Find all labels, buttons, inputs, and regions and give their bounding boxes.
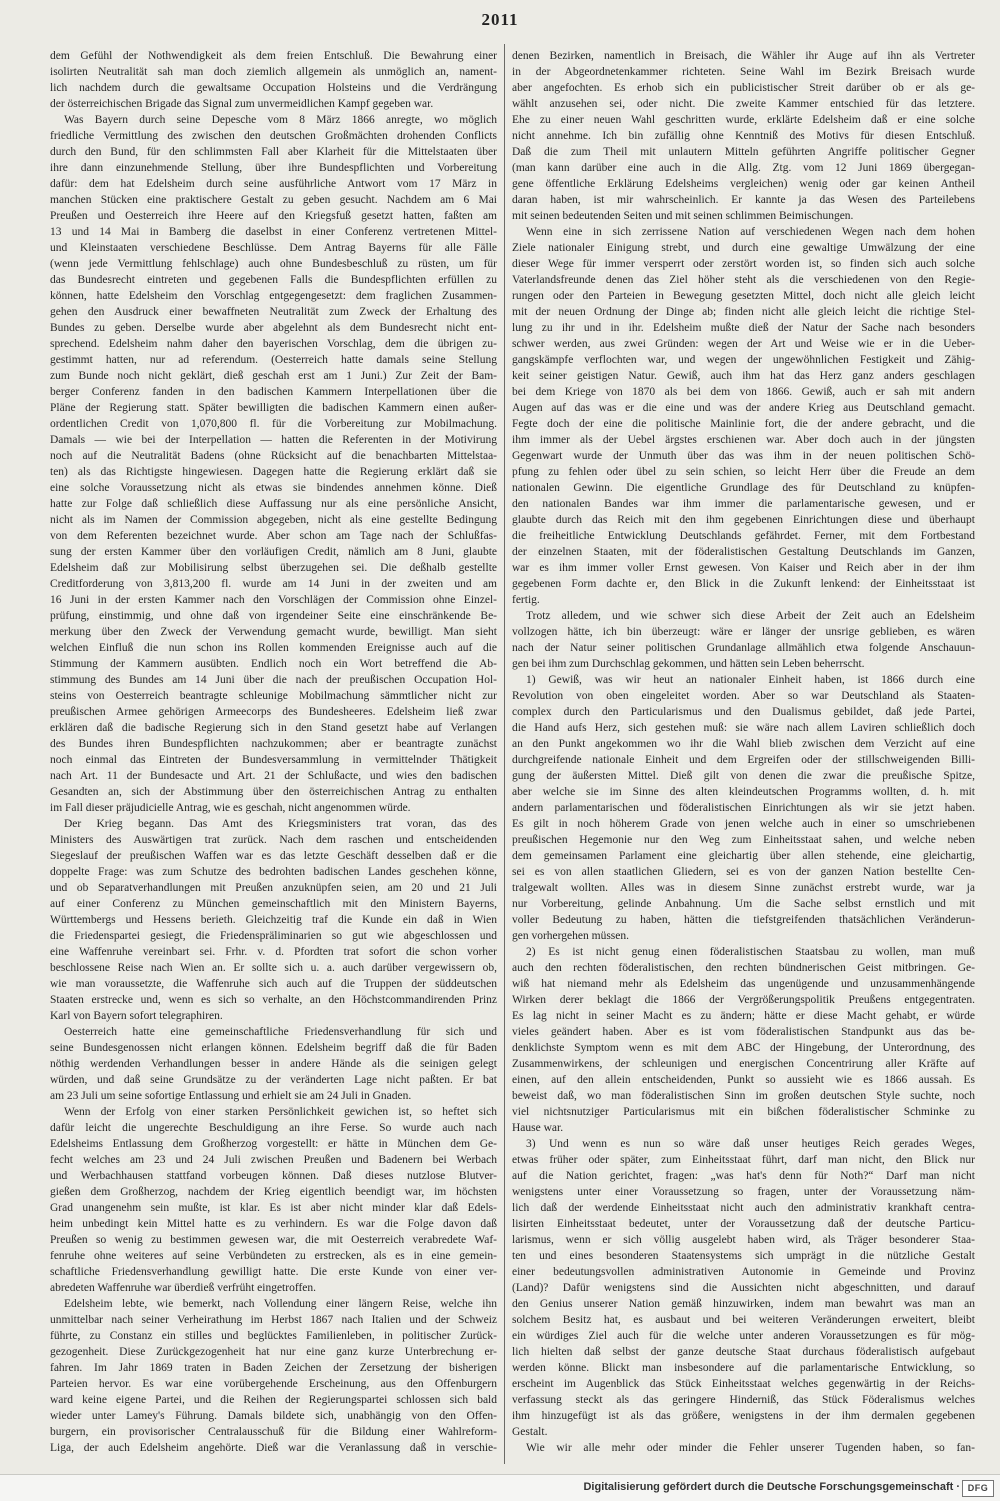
text-line: daran haben, ist mir wahrscheinlich. Er kannte ja das Wesen des Parteilebens <box>512 194 975 206</box>
text-line: ihre dann einzunehmende Stellung, über ihre Bundespflichten und Vorbereitung <box>50 162 497 174</box>
text-line: tralgewalt wollten. Alles was in diesem Sinne zunächst erstrebt wurde, war ja <box>512 882 975 894</box>
text-line: preußischen Hegemonie nur den Weg zum Einheitsstaat sahen, und welche neben <box>512 834 975 846</box>
paragraph <box>512 1136 975 1440</box>
text-line: eine solche Voraussetzung nicht als etwas sie bindendes annehmen könne. Dieß <box>50 482 497 494</box>
text-column-right <box>512 48 975 1456</box>
text-line: fenruhe ohne weiteres auf seine Verbündeten zu erstrecken, als es in eine gemein- <box>50 1250 497 1262</box>
text-line: und ob Separatverhandlungen mit Preußen anzuknüpfen seien, am 20 und 21 Juli <box>50 882 497 894</box>
text-line: Grad unangenehm sein mußte, ist klar. Es ist aber nicht minder klar daß Edels- <box>50 1202 497 1214</box>
text-line: wenigstens unter einer Voraussetzung so fragen, unter der Voraussetzung näm- <box>512 1186 975 1198</box>
text-line: Es gilt in noch höherem Grade von jenen welche auch in einer so umschriebenen <box>512 818 975 830</box>
text-line: beschlossene Reise nach Wien an. Er sollte sich u. a. auch darüber vergewissern ob, <box>50 962 497 974</box>
text-line: nicht annehme. Ich bin zufällig ohne Kenntniß des Motivs für diesen Entschluß. <box>512 130 975 142</box>
text-line: der einzelnen Staaten, mit der föderalistischen Gestaltung Deutschlands im Ganzen, <box>512 546 975 558</box>
text-line: einen, auf den allein entscheidenden, Punkt so aussieht wie es 1866 aussah. Es <box>512 1074 975 1086</box>
paragraph <box>512 48 975 224</box>
text-line: eine Waffenruhe vereinbart sei. Frhr. v. d. Pfordten trat sofort die schon vorher <box>50 946 497 958</box>
text-line: 1) Gewiß, was wir heut an nationaler Einheit haben, ist 1866 durch eine <box>526 674 975 686</box>
text-line: wieder unter Lamey's Führung. Damals bildete sich, unabhängig von den Offen- <box>50 1410 497 1422</box>
text-line: heim unbedingt kein Mittel hatte es zu verhindern. Es war die Folge davon daß <box>50 1218 497 1230</box>
text-line: dafür leicht die ungerechte Beschuldigung an ihre Ferse. So wurde auch nach <box>50 1122 497 1134</box>
paragraph <box>50 112 497 816</box>
text-line: einer bedeutungsvollen administrativen Autonomie in Gemeinde und Provinz <box>512 1266 975 1278</box>
text-line: lung zu ihr und in ihr. Edelsheim mußte dieß der Natur der Sache nach besonders <box>512 322 975 334</box>
text-line: ihm hinzugefügt ist als das größere, wenigstens in der ihm dermalen gegebenen <box>512 1410 975 1422</box>
text-line: Pläne der Regierung statt. Später bewilligten die badischen Kammern einen außer- <box>50 402 497 414</box>
text-line: ihm immer als der Uebel ärgstes erschienen war. Aber doch auch in der jüngsten <box>512 434 975 446</box>
text-line: ordentlichen Credit von 1,070,800 fl. für die Vorbereitung zur Mobilmachung. <box>50 418 497 430</box>
text-line: mit der neuen Ordnung der Dinge ab; finden nicht alle gleich leicht die richtige Stel- <box>512 306 975 318</box>
text-line: Hause war. <box>512 1122 564 1134</box>
text-line: führte, zu Constanz ein stilles und beglücktes Familienleben, in politischer Zurück- <box>50 1330 497 1342</box>
text-line: Edelsheim lebte, wie bemerkt, nach Vollendung einer längern Reise, welche ihn <box>64 1298 497 1310</box>
text-line: wie man voraussetzte, die Waffenruhe sich auch auf die Truppen der süddeutschen <box>50 978 497 990</box>
text-line: fecht welches am 23 und 24 Juli zwischen Preußen und Badenern bei Werbach <box>50 1154 497 1166</box>
text-line: der österreichischen Brigade das Signal zum unvermeidlichen Kampf gegeben war. <box>50 98 434 110</box>
text-line: Gegenwart wurde der Unmuth über das was ihm in der neuen politischen Schö- <box>512 450 975 462</box>
text-line: erklären daß die badische Regierung sich in den Stand gesetzt habe auf Verlangen <box>50 722 497 734</box>
text-line: denen Bezirken, namentlich in Breisach, die Wähler ihr Auge auf ihn als Vertreter <box>512 50 975 62</box>
text-line: verfassung steckt als das geringere Hinderniß, das Stück Föderalismus welches <box>512 1394 975 1406</box>
text-line: war es ihm immer voller Ernst gewesen. Von Kaiser und Reich aber in der ihm <box>512 562 975 574</box>
text-line: doppelte Frage: was zum Schutze des bedrohten badischen Landes geschehen könne, <box>50 866 497 878</box>
text-line: die freiheitliche Entwicklung Deutschlands gefährdet. Ferner, mit dem Fortbestand <box>512 530 975 542</box>
dfg-logo: DFG <box>962 1480 994 1497</box>
text-line: nöthig werdenden Verhandlungen besser in andere Hände als die seinigen gelegt <box>50 1058 497 1070</box>
text-line: Der Krieg begann. Das Amt des Kriegsministers trat voran, das des <box>64 818 497 830</box>
text-line: (Land)? Dafür wenigstens sind die Aussichten nicht abgeschnitten, und darauf <box>512 1282 975 1294</box>
text-line: auf die Nation gerichtet, fragen: „was hat's denn für Noth?“ Darf man nicht <box>512 1170 975 1182</box>
text-line: manchen Stücken eine praktischere Gestalt zu geben gesucht. Nachdem am 6 Mai <box>50 194 497 206</box>
text-line: stimmung des Bundes am 14 Juni über die nach der preußischen Occupation Hol- <box>50 674 497 686</box>
text-line: Es lag nicht in seiner Macht es zu ändern; hätte er diese Macht gehabt, er würde <box>512 1010 975 1022</box>
text-line: nicht als im Namen der Commission abgegeben, nicht als eine gestellte Bedingung <box>50 514 497 526</box>
text-line: andern parlamentarischen und föderalistischen Einrichtungen als wir sie jetzt haben. <box>512 802 975 814</box>
text-line: Gestalt. <box>512 1426 548 1438</box>
text-line: an den Punkt angekommen wo ihr die Wahl blieb zwischen dem Verzicht auf eine <box>512 738 975 750</box>
text-line: Preußen so wenig zu bestimmen gewesen war, die mit Oesterreich verabredete Waf- <box>50 1234 497 1246</box>
paragraph <box>512 608 975 672</box>
text-line: dafür: dem hat Edelsheim durch seine ausführliche Antwort vom 17 März in <box>50 178 497 190</box>
text-line: in der Abgeordnetenkammer richteten. Seine Wahl im Bezirk Breisach wurde <box>512 66 975 78</box>
text-line: Bundes zu geben. Derselbe wurde aber abgelehnt als dem Bundesrecht nicht ent- <box>50 322 497 334</box>
text-line: mit seinen bedeutenden Seiten und mit seinen schlimmen Beimischungen. <box>512 210 854 222</box>
text-line: Revolution von oben eingeleitet worden. Aber so war Deutschland als Staaten- <box>512 690 975 702</box>
text-line: Liga, der auch Edelsheim angehörte. Dieß war die Veranlassung daß in verschie- <box>50 1442 497 1454</box>
text-line: lich hielten daß selbst der ganze deutsche Staat durchaus föderalistisch aufgebaut <box>512 1346 975 1358</box>
text-line: keit seiner geistigen Natur. Gewiß, auch ihm hat das Herz ganz anders geschlagen <box>512 370 975 382</box>
text-line: lich daß der werdende Einheitsstaat nicht auch den administrativ krankhaft centra- <box>512 1202 975 1214</box>
paragraph <box>50 1024 497 1104</box>
text-line: Zusammenwirkens, der schleunigen und energischen Concentrirung aller Kräfte auf <box>512 1058 975 1070</box>
text-line: Ministers des Auswärtigen trat zurück. Nach dem raschen und entscheidenden <box>50 834 497 846</box>
text-line: Ziele nationaler Einigung strebt, und durch eine gewaltige Umwälzung der eine <box>512 242 975 254</box>
text-line: sung der ersten Kammer über den vorläufigen Credit, nämlich am 8 Juni, glaubte <box>50 546 497 558</box>
text-line: glaubte durch das Reich mit den ihm gegebenen Einrichtungen diese und überhaupt <box>512 514 975 526</box>
text-line: gen vorhergehen müssen. <box>512 930 629 942</box>
text-line: welchen Einfluß die nun schon ins Rollen kommenden Ereignisse auch auf die <box>50 642 497 654</box>
text-line: prüfung, einstimmig, und ohne daß von irgendeiner Seite eine einschränkende Be- <box>50 610 497 622</box>
text-line: zum Bunde noch nicht geklärt, dieß geschah erst am 1 Juni.) Zur Zeit der Bam- <box>50 370 497 382</box>
text-line: burgern, ein provisorischer Centralausschuß für die Bildung einer Wahlreform- <box>50 1426 497 1438</box>
text-line: Gesandten an, sich der Abstimmung über den österreichischen Antrag zu enthalten <box>50 786 497 798</box>
text-line: nach der Natur seiner politischen Grundanlage allmählich etwa folgende Anschauun- <box>512 642 975 654</box>
footer-credit: Digitalisierung gefördert durch die Deutsche Forschungsgemeinschaft · <box>583 1481 960 1493</box>
text-line: dem gemeinsamen Parlament eine gleichartig über allen stehende, eine gleichartig, <box>512 850 975 862</box>
text-line: (man kann darüber eine auch in die Allg. Ztg. vom 12 Juni 1869 übergegan- <box>512 162 975 174</box>
paragraph <box>50 1104 497 1296</box>
text-line: 13 und 14 Mai in Bamberg die daselbst in einer Conferenz vertretenen Mittel- <box>50 226 497 238</box>
text-line: noch einmal das Eintreten der Bundesversammlung in vermittelnder Thätigkeit <box>50 754 497 766</box>
text-line: von dem Referenten bezeichnet wurde. Aber schon am Tage nach der Schlußfas- <box>50 530 497 542</box>
text-line: schaftliche Friedensverhandlung gewilligt hatte. Die erste Kunde von einer ver- <box>50 1266 497 1278</box>
text-line: Edelsheim daß zur Mobilisirung selbst überzugehen sei. Die deßhalb gestellte <box>50 562 497 574</box>
text-line: im Fall dieser präjudicielle Antrag, wie es geschah, nicht angenommen würde. <box>50 802 411 814</box>
text-line: Preußen und Oesterreich ihre Heere auf den Kriegsfuß gesetzt hatten, faßten am <box>50 210 497 222</box>
text-line: Wie wir alle mehr oder minder die Fehler unserer Tugenden haben, so fan- <box>526 1442 975 1454</box>
text-line: etwas früher oder später, zum Einheitsstaat führt, darf man nicht, den Blick nur <box>512 1154 975 1166</box>
text-line: friedliche Vermittlung des zwischen den deutschen Großmächten drohenden Conflicts <box>50 130 497 142</box>
text-line: Damals — wie bei der Interpellation — hatten die Referenten in der Motivirung <box>50 434 497 446</box>
text-line: wählt anzusehen sei, oder nicht. Die zweite Kammer entschied für das letztere. <box>512 98 975 110</box>
text-line: 3) Und wenn es nun so wäre daß unser heutiges Reich gerades Weges, <box>526 1138 975 1150</box>
text-line: durchgreifende nationale Einheit und dem Ergreifen oder der stillschweigenden Billi- <box>512 754 975 766</box>
text-line: Vaterlandsfreunde denen das Ziel höher steht als die verschiedenen von den Regie- <box>512 274 975 286</box>
text-line: gangskämpfe verflochten war, und wegen der ungewöhnlichen Festigkeit und Zähig- <box>512 354 975 366</box>
paragraph <box>50 48 497 112</box>
text-line: Karl von Bayern sofort telegraphiren. <box>50 1010 223 1022</box>
text-line: aber welche sie im Sinne des alten kleindeutschen Programms wollten, d. h. mit <box>512 786 975 798</box>
paragraph <box>512 944 975 1136</box>
text-line: gegebenen Form dachte er, den Blick in die Zukunft lenkend: der Einheitsstaat ist <box>512 578 975 590</box>
text-line: vieles geändert haben. Aber es ist vom föderalistischen Standpunkt aus das be- <box>512 1026 975 1038</box>
text-line: rungen oder den Parteien in Bewegung gesetzten Mittel, doch nicht alle gleich leicht <box>512 290 975 302</box>
text-line: können, hatte Edelsheim den Vorschlag entgegengesetzt: dem fraglichen Zusammen- <box>50 290 497 302</box>
text-line: berger Conferenz fanden in den badischen Kammern Interpellationen über die <box>50 386 497 398</box>
text-line: preußischen Armee gehörigen Armeecorps des Bundesheeres. Edelsheim ließ zwar <box>50 706 497 718</box>
paragraph <box>50 1296 497 1456</box>
text-line: fertig. <box>512 594 540 606</box>
text-line: voller Bedeutung zu haben, hätten die tiefstgreifenden thatsächlichen Veränderun- <box>512 914 975 926</box>
text-line: abredeten Waffenruhe war überdieß verfrüht eingetroffen. <box>50 1282 317 1294</box>
text-line: gezogenheit. Diese Zurückgezogenheit hat nur eine ganz kurze Unterbrechung er- <box>50 1346 497 1358</box>
text-line: dieser Wege für immer versperrt oder zerstört worden ist, so finden sich auch solche <box>512 258 975 270</box>
text-line: (wenn jede Vermittlung fehlschlage) auch ohne Bundesbeschluß zu rüsten, um für <box>50 258 497 270</box>
text-line: Stimmung der Kammern ausübten. Endlich noch ein Wort betreffend die Ab- <box>50 658 497 670</box>
text-line: ten) als das Richtigste hingewiesen. Dagegen hatte die Regierung erklärt daß sie <box>50 466 497 478</box>
text-line: den nationalen Bandes war ihm immer die parlamentarische gewesen, und er <box>512 498 975 510</box>
text-line: seine Bundesgenossen nicht erlangen können. Edelsheim begriff daß die für Baden <box>50 1042 497 1054</box>
text-line: gene öffentliche Erklärung Edelsheims vergleichen) wenig oder gar keinen Antheil <box>512 178 975 190</box>
text-line: nationalen Gewinn. Die eigentliche Grundlage des für Deutschland zu knüpfen- <box>512 482 975 494</box>
text-line: die Hand aufs Herz, sich gestehen muß: sie wäre nach allem Laviren schließlich doch <box>512 722 975 734</box>
column-divider <box>504 44 505 1464</box>
text-line: beweist daß, wo man föderalistischen Sinn im großen deutschen Style suchte, noch <box>512 1090 975 1102</box>
text-line: bei dem Kriege von 1870 als bei dem von 1866. Gewiß, auch er sah mit andern <box>512 386 975 398</box>
text-line: merkung über den Zweck der Verwendung gemacht wurde, bewilligt. Man sieht <box>50 626 497 638</box>
text-line: pfung zu fehlen oder übel zu sein schien, so leicht Herr über die Freude an dem <box>512 466 975 478</box>
text-line: Oesterreich hatte eine gemeinschaftliche Friedensverhandlung für sich und <box>64 1026 497 1038</box>
text-line: ten und eines besonderen Staatensystems sich umprägt in die nützliche Gestalt <box>512 1250 975 1262</box>
text-line: Wenn eine in sich zerrissene Nation auf verschiedenen Wegen nach dem hohen <box>526 226 975 238</box>
text-line: larismus, wenn er sich völlig ausgelebt haben wird, als Träger besonderer Staa- <box>512 1234 975 1246</box>
text-line: solchem Besitz hat, es ausbaut und bei weiteren Veränderungen erweitert, bleibt <box>512 1314 975 1326</box>
text-line: fahren. Im Jahr 1869 traten in Baden Zeichen der Zersetzung der bisherigen <box>50 1362 497 1374</box>
text-line: Wirken derer beklagt die 1866 der Vergrößerungspolitik Preußens entgegentraten. <box>512 994 975 1006</box>
paragraph <box>512 672 975 944</box>
text-line: das Bundesrecht eintreten und gegebenen Falls die Bundespflichten erfüllen zu <box>50 274 497 286</box>
text-line: die Friedenspartei gesiegt, die Friedenspräliminarien so gut wie abgeschlossen und <box>50 930 497 942</box>
text-line: hatte zur Folge daß schließlich diese Auffassung nur als eine persönliche Ansicht, <box>50 498 497 510</box>
text-line: erscheint im Augenblick das Stück Einheitsstaat welches gegenwärtig in der Reichs- <box>512 1378 975 1390</box>
paragraph <box>512 1440 975 1456</box>
text-line: noch auf die Neutralität Badens (ohne Rücksicht auf die benachbarten Mittelstaa- <box>50 450 497 462</box>
text-line: sei es von allen staatlichen Gliedern, sei es von der ganzen Nation bestellte Cen- <box>512 866 975 878</box>
text-line: den Genius unserer Nation gemäß hinzuwirken, indem man bewahrt was man an <box>512 1298 975 1310</box>
text-line: Daß die zum Theil mit unlautern Mitteln geführten Angriffe politischer Gegner <box>512 146 975 158</box>
text-line: gen bei ihm zum Durchschlag gekommen, und hätten sein Leben beherrscht. <box>512 658 865 670</box>
text-line: Was Bayern durch seine Depesche vom 8 März 1866 anregte, wo möglich <box>64 114 497 126</box>
text-line: am 23 Juli um seine sofortige Entlassung und erhielt sie am 24 Juli in Gnaden. <box>50 1090 412 1102</box>
text-line: Ehe zu einer neuen Wahl geschritten wurde, erklärte Edelsheim daß er eine solche <box>512 114 975 126</box>
text-line: Trotz alledem, und wie schwer sich diese Arbeit der Zeit auch an Edelsheim <box>526 610 975 622</box>
text-line: isolirten Neutralität sah man doch ziemlich allgemein als unmöglich an, nament- <box>50 66 497 78</box>
text-line: Creditforderung von 3,813,200 fl. wurde am 14 Juni in der zweiten und am <box>50 578 497 590</box>
text-line: durch den Bund, für den schlimmsten Fall aber Klarheit für die Mittelstaaten über <box>50 146 497 158</box>
text-line: Württembergs und Hessens berieth. Gleichzeitig traf die Kunde ein daß in Wien <box>50 914 497 926</box>
text-line: würden, und daß seine Grundsätze zu der veränderten Lage nicht paßten. Er bat <box>50 1074 497 1086</box>
text-line: gießen dem Großherzog, nachdem der Krieg eigentlich beendigt war, im höchsten <box>50 1186 497 1198</box>
text-line: dem Gefühl der Nothwendigkeit als dem freien Entschluß. Die Bewahrung einer <box>50 50 497 62</box>
footer-bar <box>0 1474 1000 1501</box>
text-line: gehen den Ausdruck einer bewaffneten Neutralität zum Zweck der Erhaltung des <box>50 306 497 318</box>
text-line: schwer werden, aus zwei Gründen: wegen der Art und Weise wie er in die Ueber- <box>512 338 975 350</box>
text-line: denklichste Symptom wenn es mit dem ABC der Hingebung, der Unterordnung, des <box>512 1042 975 1054</box>
text-line: Augen auf das was er die eine und was der andere Krieg aus Deutschland gemacht. <box>512 402 975 414</box>
text-line: des Bundes ihren Bundespflichten nachzukommen; aber er beantragte zunächst <box>50 738 497 750</box>
text-line: Parteien hervor. Es war eine vorübergehende Erscheinung, aus den Offenburgern <box>50 1378 497 1390</box>
text-line: lich nachdem durch die gewaltsame Occupation Holsteins und die Verdrängung <box>50 82 497 94</box>
text-line: sprechend. Edelsheim nahm daher den bayerischen Vorschlag, dem die übrigen zu- <box>50 338 497 350</box>
text-line: unmittelbar nach seiner Verheirathung im Herbst 1867 nach Italien und der Schweiz <box>50 1314 497 1326</box>
text-line: lisirten Einheitsstaat bedeutet, unter der Voraussetzung daß der deutsche Particu- <box>512 1218 975 1230</box>
text-line: 16 Juni in der ersten Kammer nach den Vorschlägen der Commission ohne Einzel- <box>50 594 497 606</box>
text-line: complex durch den Particularismus und den Dualismus gebildet, daß jede Partei, <box>512 706 975 718</box>
text-column-left <box>50 48 497 1456</box>
text-line: 2) Es ist nicht genug einen föderalistischen Staatsbau zu wollen, man muß <box>526 946 975 958</box>
text-line: Siegeslauf der preußischen Waffen war es das letzte Geschäft desselben daß er die <box>50 850 497 862</box>
text-line: gestimmt hatten, nur ad referendum. (Oesterreich hatte damals seine Stellung <box>50 354 497 366</box>
text-line: auch den rechten föderalistischen, den rechten bündnerischen Geist mitbringen. Ge- <box>512 962 975 974</box>
page-number: 2011 <box>481 10 519 29</box>
paragraph <box>50 816 497 1024</box>
text-line: ein würdiges Ziel auch für die welche unter anderen Voraussetzungen es für mög- <box>512 1330 975 1342</box>
text-line: und Kleinstaaten verschiedene Beschlüsse. Dem Antrag Bayerns für alle Fälle <box>50 242 497 254</box>
text-line: Staaten erstrecke und, wenn es sich so verhalte, an den Höchstcommandirenden Prinz <box>50 994 497 1006</box>
text-line: nach Art. 11 der Bundesacte und Art. 21 der Schlußacte, und wies den badischen <box>50 770 497 782</box>
text-line: Wenn der Erfolg von einer starken Persönlichkeit gewichen ist, so heftet sich <box>64 1106 497 1118</box>
paragraph <box>512 224 975 608</box>
text-line: gung der äußersten Mittel. Dieß gilt von denen die zwar die preußische Spitze, <box>512 770 975 782</box>
text-line: Fegte doch der eine die politische Mainlinie fort, die der andere gebracht, und die <box>512 418 975 430</box>
text-line: ward keine eigene Partei, und die Reihen der Regierungspartei schlossen sich bald <box>50 1394 497 1406</box>
text-line: werden könne. Blickt man insbesondere auf die parlamentarische Entwicklung, so <box>512 1362 975 1374</box>
text-line: und Werbachhausen stattfand vorbeugen können. Daß dieses nutzlose Blutver- <box>50 1170 497 1182</box>
text-line: Edelsheims Entlassung dem Großherzog vorgestellt: er hätte in München dem Ge- <box>50 1138 497 1150</box>
text-line: viel nichtsnutziger Particularismus mit ein bißchen föderalistischer Schminke zu <box>512 1106 975 1118</box>
text-line: wiß hat niemand mehr als Edelsheim das ungenügende und unzusammenhängende <box>512 978 975 990</box>
text-line: steins von Oesterreich beantragte schleunige Mobilmachung sämmtlicher nicht zur <box>50 690 497 702</box>
text-line: vollzogen hätte, ich bin überzeugt: wäre er länger der unsrige geblieben, es wären <box>512 626 975 638</box>
text-line: aber angefochten. Es erhob sich ein publicistischer Streit darüber ob er als ge- <box>512 82 975 94</box>
text-line: auf einer Conferenz zu München gemeinschaftlich mit den Ministern Bayerns, <box>50 898 497 910</box>
text-line: nur Vorbereitung, gelinde Anbahnung. Um die Sache selbst ernstlich und mit <box>512 898 975 910</box>
